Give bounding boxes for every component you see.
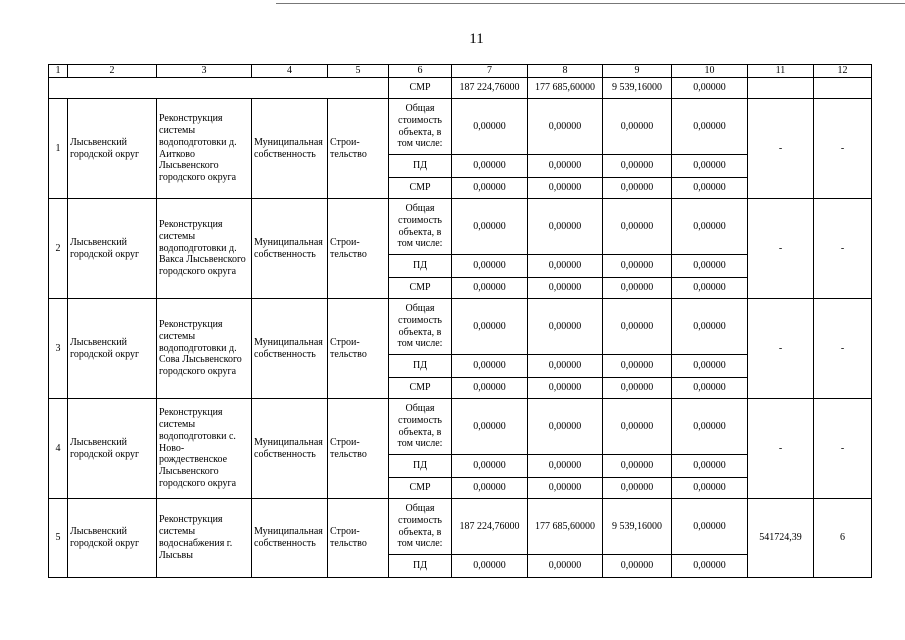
value-cell: 0,00000 [452,199,528,255]
value-cell: 0,00000 [452,99,528,155]
territory-cell: Лысьвенский городской округ [68,99,157,199]
header-cell: 8 [528,65,603,78]
row-number: 2 [49,199,68,299]
blank-cell [814,78,872,99]
value-cell: 0,00000 [672,399,748,455]
value-cell: 0,00000 [672,199,748,255]
value-cell: 0,00000 [452,555,528,578]
col12-cell: - [814,99,872,199]
col12-cell: 6 [814,499,872,578]
value-cell: 0,00000 [528,378,603,399]
ownership-cell: Муниципальная собственность [252,399,328,499]
sub-label: СМР [389,78,452,99]
value-cell: 177 685,60000 [528,78,603,99]
col12-cell: - [814,399,872,499]
row-number: 4 [49,399,68,499]
territory-cell: Лысьвенский городской округ [68,499,157,578]
work-type-cell: Строи- тельство [328,499,389,578]
value-cell: 0,00000 [528,178,603,199]
value-cell: 9 539,16000 [603,499,672,555]
header-cell: 6 [389,65,452,78]
value-cell: 0,00000 [603,178,672,199]
value-cell: 0,00000 [603,399,672,455]
col11-cell: - [748,199,814,299]
sub-label: ПД [389,355,452,378]
header-cell: 1 [49,65,68,78]
value-cell: 0,00000 [672,255,748,278]
value-cell: 0,00000 [603,478,672,499]
header-cell: 4 [252,65,328,78]
col12-cell: - [814,299,872,399]
table-body [49,65,872,578]
header-row [49,65,872,78]
table-row [49,299,872,355]
table-row [49,99,872,155]
header-cell: 3 [157,65,252,78]
value-cell: 0,00000 [452,355,528,378]
sub-label: СМР [389,378,452,399]
work-type-cell: Строи- тельство [328,299,389,399]
header-cell: 2 [68,65,157,78]
value-cell: 0,00000 [528,555,603,578]
value-cell: 0,00000 [603,455,672,478]
value-cell: 0,00000 [672,278,748,299]
value-cell: 0,00000 [603,255,672,278]
value-cell: 9 539,16000 [603,78,672,99]
value-cell: 0,00000 [528,478,603,499]
object-cell: Реконструкция системы водоподготовки д. Сова Лысьвенского городского округа [157,299,252,399]
value-cell: 0,00000 [452,378,528,399]
value-cell: 0,00000 [672,178,748,199]
value-cell: 0,00000 [452,455,528,478]
object-cell: Реконструкция системы водоподготовки с. Ново- рождественское Лысьвенского городского округа [157,399,252,499]
sub-label: Общая стоимость объекта, в том числе: [389,99,452,155]
value-cell: 0,00000 [452,278,528,299]
value-cell: 0,00000 [672,355,748,378]
value-cell: 0,00000 [603,199,672,255]
ownership-cell: Муниципальная собственность [252,299,328,399]
header-cell: 5 [328,65,389,78]
value-cell: 0,00000 [672,478,748,499]
value-cell: 0,00000 [528,255,603,278]
top-rule [276,3,905,4]
table-row [49,499,872,555]
value-cell: 0,00000 [452,299,528,355]
value-cell: 0,00000 [672,99,748,155]
value-cell: 0,00000 [528,278,603,299]
territory-cell: Лысьвенский городской округ [68,399,157,499]
value-cell: 0,00000 [672,78,748,99]
work-type-cell: Строи- тельство [328,199,389,299]
value-cell: 0,00000 [603,299,672,355]
sub-label: ПД [389,555,452,578]
sub-label: Общая стоимость объекта, в том числе: [389,199,452,255]
sub-label: ПД [389,255,452,278]
header-cell: 11 [748,65,814,78]
value-cell: 177 685,60000 [528,499,603,555]
ownership-cell: Муниципальная собственность [252,199,328,299]
ownership-cell: Муниципальная собственность [252,499,328,578]
sub-label: ПД [389,455,452,478]
blank-cell [748,78,814,99]
col12-cell: - [814,199,872,299]
value-cell: 0,00000 [603,99,672,155]
value-cell: 0,00000 [528,199,603,255]
sub-label: ПД [389,155,452,178]
value-cell: 0,00000 [603,355,672,378]
territory-cell: Лысьвенский городской округ [68,199,157,299]
header-cell: 7 [452,65,528,78]
row-number: 3 [49,299,68,399]
value-cell: 0,00000 [672,299,748,355]
work-type-cell: Строи- тельство [328,399,389,499]
row-number: 5 [49,499,68,578]
sub-label: Общая стоимость объекта, в том числе: [389,499,452,555]
col11-cell: 541724,39 [748,499,814,578]
value-cell: 0,00000 [452,155,528,178]
value-cell: 0,00000 [672,455,748,478]
territory-cell: Лысьвенский городской округ [68,299,157,399]
value-cell: 0,00000 [603,555,672,578]
value-cell: 0,00000 [452,178,528,199]
header-cell: 9 [603,65,672,78]
sub-label: СМР [389,478,452,499]
sub-label: СМР [389,178,452,199]
value-cell: 0,00000 [528,99,603,155]
sub-label: СМР [389,278,452,299]
value-cell: 0,00000 [452,255,528,278]
col11-cell: - [748,299,814,399]
value-cell: 0,00000 [452,399,528,455]
col11-cell: - [748,99,814,199]
page-number: 11 [469,31,484,47]
row-number: 1 [49,99,68,199]
value-cell: 0,00000 [452,478,528,499]
value-cell: 0,00000 [528,299,603,355]
header-cell: 12 [814,65,872,78]
sub-label: Общая стоимость объекта, в том числе: [389,299,452,355]
value-cell: 0,00000 [672,499,748,555]
carry-over-blank [49,78,389,99]
col11-cell: - [748,399,814,499]
investment-table [48,64,872,578]
value-cell: 0,00000 [672,155,748,178]
sub-label: Общая стоимость объекта, в том числе: [389,399,452,455]
value-cell: 0,00000 [603,378,672,399]
value-cell: 0,00000 [603,278,672,299]
table-row [49,199,872,255]
value-cell: 0,00000 [528,155,603,178]
value-cell: 0,00000 [672,378,748,399]
value-cell: 0,00000 [528,399,603,455]
ownership-cell: Муниципальная собственность [252,99,328,199]
value-cell: 0,00000 [528,455,603,478]
header-cell: 10 [672,65,748,78]
work-type-cell: Строи- тельство [328,99,389,199]
value-cell: 187 224,76000 [452,78,528,99]
object-cell: Реконструкция системы водоснабжения г. Лысьвы [157,499,252,578]
value-cell: 0,00000 [528,355,603,378]
object-cell: Реконструкция системы водоподготовки д. Вакса Лысьвенского городского округа [157,199,252,299]
value-cell: 0,00000 [603,155,672,178]
value-cell: 0,00000 [672,555,748,578]
table-row [49,399,872,455]
object-cell: Реконструкция системы водоподготовки д. Аитково Лысьвенского городского округа [157,99,252,199]
value-cell: 187 224,76000 [452,499,528,555]
carry-over-row [49,78,872,99]
